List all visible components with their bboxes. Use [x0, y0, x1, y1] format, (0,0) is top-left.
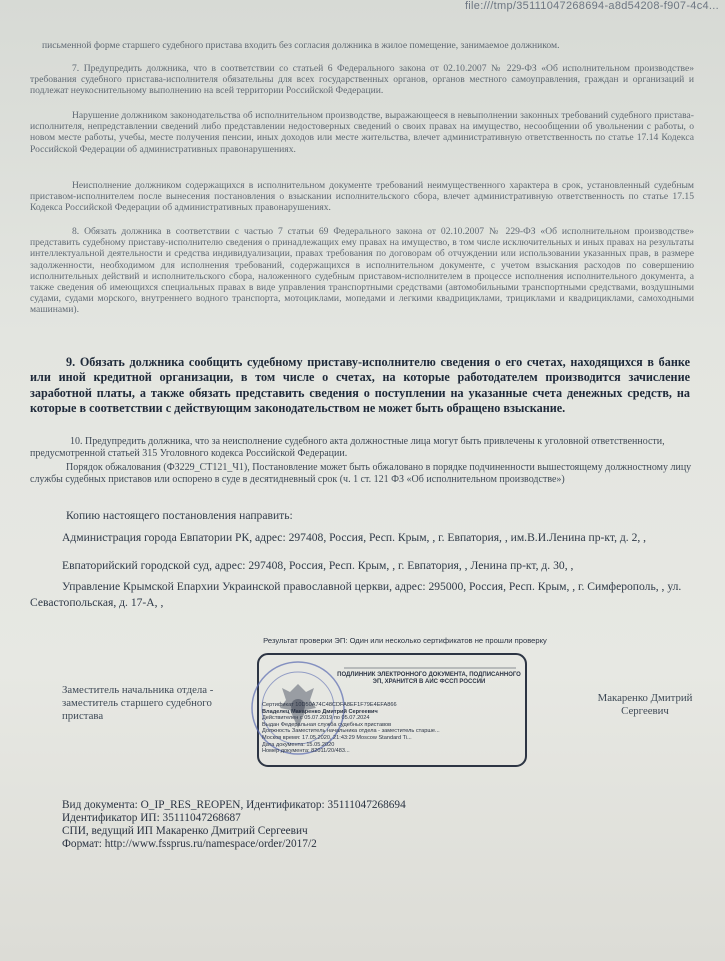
certificate-line: Владелец Макаренко Дмитрий Сергеевич [262, 708, 378, 715]
certificate-line: Должность Заместитель начальника отдела - заместитель старше... [262, 728, 440, 735]
spi-line: СПИ, ведущий ИП Макаренко Дмитрий Сергеевич [62, 825, 308, 837]
stamp-title: ПОДЛИННИК ЭЛЕКТРОННОГО ДОКУМЕНТА, ПОДПИСАННОГО ЭП, ХРАНИТСЯ В АИС ФССП РОССИИ [337, 672, 521, 685]
paragraph-7-violation: Нарушение должником законодательства об исполнительном производстве, выражающееся в невыполнении законных требований судебного пристава-исполнителя, непредставлении сведений либо представлении недостоверных сведений о своих правах на имущество, несообщении об увольнении с работы, о новом месте работы, учебы, месте получения пенсии, иных доходов или месте жительства, влечет административную ответственность по статье 17.14 Кодекса Российской Федерации об административных правонарушениях. [30, 110, 694, 155]
paragraph-intro: письменной форме старшего судебного пристава входить без согласия должника в жилое помещение, занимаемое должником. [42, 40, 560, 51]
certificate-line: Выдан Федеральная служба судебных приставов [262, 721, 392, 728]
recipient-administration: Администрация города Евпатории РК, адрес: 297408, Россия, Респ. Крым, , г. Евпатория, , им.В.И.Ленина пр-кт, д. 2, , [62, 531, 647, 544]
recipient-court: Евпаторийский городской суд, адрес: 297408, Россия, Респ. Крым, , г. Евпатория, , Ленина пр-кт, д. 30, , [62, 559, 574, 572]
certificate-line: Сертификат 10D50A74C48CDFA8EF1F79E4EFA866 [262, 702, 397, 708]
signer-position: Заместитель начальника отдела - заместитель старшего судебного пристава [62, 684, 214, 722]
copies-heading: Копию настоящего постановления направить: [66, 509, 293, 522]
ip-identifier-line: Идентификатор ИП: 35111047268687 [62, 812, 241, 824]
paragraph-10: 10. Предупредить должника, что за неисполнение судебного акта должностные лица могут быть привлечены к уголовной ответственности, предусмотренной статьей 315 Уголовного кодекса Российской Федерации. [30, 436, 665, 459]
paragraph-7-nonexecution: Неисполнение должником содержащихся в исполнительном документе требований неимущественного характера в срок, установленный судебным приставом-исполнителем после вынесения постановления о взыскании исполнительского сбора, влечет административную ответственность по статье 17.15 Кодекса Российской Федерации об административных правонарушениях. [30, 180, 694, 214]
doc-type-line: Вид документа: O_IP_RES_REOPEN, Идентификатор: 35111047268694 [62, 799, 406, 811]
format-line: Формат: http://www.fssprus.ru/namespace/order/2017/2 [62, 838, 317, 850]
paragraph-8: 8. Обязать должника в соответствии с частью 7 статьи 69 Федерального закона от 02.10.2007 № 229-ФЗ «Об исполнительном производстве» представить судебному приставу-исполнителю сведения о принадлежащих ему правах на имущество, в том числе исключительных и иных правах на результаты интеллектуальной деятельности и средства индивидуализации, правах требования по договорам об отчуждении или использовании указанных прав, в размере задолженности, необходимом для исполнения требований, содержащихся в исполнительном документе, с учетом взыскания расходов по совершению исполнительных действий и исполнительского сбора, наложенного судебным приставом-исполнителем в процессе исполнения исполнительного документа, а также сведения об имеющихся специальных правах в виде управления транспортными средствами (автомобильными транспортными средствами, воздушными судами, судами морского, внутреннего водного транспорта, мотоциклами, мопедами и легкими квадрициклами, трициклами и квадрициклами, самоходными машинами). [30, 226, 694, 316]
signature-check-result: Результат проверки ЭП: Один или несколько сертификатов не прошли проверку [263, 636, 547, 645]
paragraph-7: 7. Предупредить должника, что в соответствии со статьей 6 Федерального закона от 02.10.2007 № 229-ФЗ «Об исполнительном производстве» требования судебного пристава-исполнителя обязательны для всех государственных органов, органов местного самоуправления, граждан и организаций и подлежат неукоснительному выполнению на всей территории Российской Федерации. [30, 63, 694, 97]
certificate-line: Действителен с 05.07.2019 по 05.07.2024 [262, 715, 370, 722]
electronic-signature-stamp [240, 636, 547, 768]
certificate-line: Москов время: 17.05.2020, 21:43:29 Moscow Standard Ti... [262, 734, 412, 741]
certificate-line: Дата документа: 15.05.2020 [262, 741, 335, 748]
paragraph-9: 9. Обязать должника сообщить судебному приставу-исполнителю сведения о его счетах, находящихся в банке или иной кредитной организации, в том числе о счетах, на которые работодателем производится зачисление заработной платы, а также обязать представить сведения о поступлении на указанные счета денежных средств, на которые в соответствии с действующим законодательством не может быть обращено взыскание. [30, 355, 690, 416]
appeal-procedure: Порядок обжалования (ФЗ229_СТ121_Ч1), Постановление может быть обжаловано в порядке подчиненности вышестоящему должностному лицу службы судебных приставов или оспорено в суде в десятидневный срок (ч. 1 ст. 121 ФЗ «Об исполнительном производстве») [30, 462, 692, 485]
certificate-line: Номер документа: 82011/20/483... [262, 748, 350, 755]
recipient-eparchy: Управление Крымской Епархии Украинской православной церкви, адрес: 295000, Россия, Респ. Крым, , г. Симферополь, , ул. Севастопольская, д. 17-А, , [30, 580, 682, 609]
certificate-details [262, 702, 502, 755]
signer-name: Макаренко Дмитрий Сергеевич [597, 692, 693, 717]
file-url: file:///tmp/35111047268694-a8d54208-f907-4c4... [464, 0, 719, 12]
